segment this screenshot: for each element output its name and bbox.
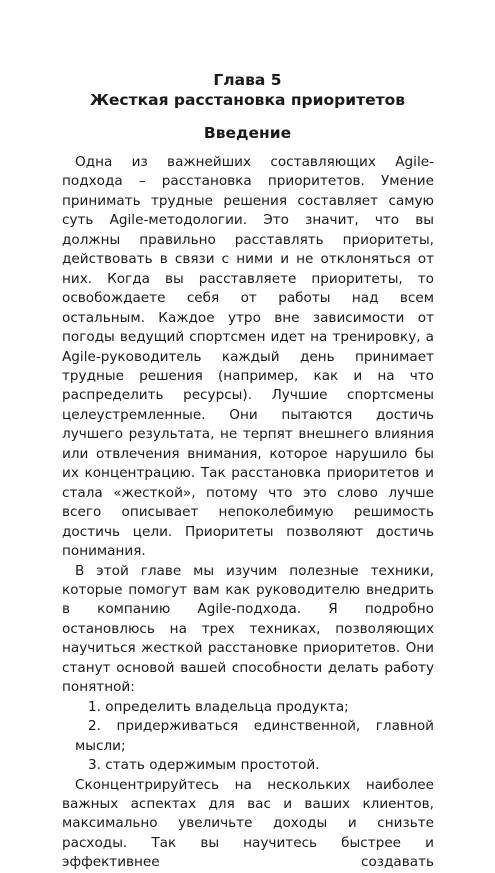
- section-title: Введение: [203, 124, 292, 142]
- body-text: [62, 153, 434, 873]
- list-item-1: 1. определить владельца продукта;: [88, 698, 349, 715]
- chapter-number: Глава 5: [213, 71, 282, 89]
- paragraph-closing: Сконцентрируйтесь на нескольких наиболее важных аспектах для вас и ваших клиентов, максимально увеличьте доходы и снизьте расходы. Так вы научитесь быстрее и эффективнее создавать: [62, 776, 434, 871]
- paragraph-intro: Одна из важнейших составляющих Agile-подхода – расстановка приоритетов. Умение принимать трудные решения составляет самую суть Agile-методологии. Это значит, что вы должны правильно расставлять приоритеты, действовать в связи с ними и не отклоняться от них. Когда вы расставляете приоритеты, то освобождаете себя от работы над всем остальным. Каждое утро вне зависимости от погоды ведущий спортсмен идет на тренировку, а Agile-руководитель каждый день принимает трудные решения (например, как и на что распределить ресурсы). Лучшие спортсмены целеустремленные. Они пытаются достичь лучшего результата, не терпят внешнего влияния или отвлечения внимания, которое нарушило бы их концентрацию. Так расстановка приоритетов и стала «жесткой», потому что это слово лучше всего описывает непоколебимую решимость достичь цели. Приоритеты позволяют достичь понимания.: [62, 154, 434, 560]
- list-item-3: 3. стать одержимым простотой.: [88, 757, 320, 774]
- chapter-title: Жесткая расстановка приоритетов: [89, 91, 406, 109]
- paragraph-techniques: В этой главе мы изучим полезные техники, которые помогут вам как руководителю внедрить в компанию Agile-подхода. Я подробно остановлюсь на трех техниках, позволяющих научиться жесткой расстановке приоритетов. Они станут основой вашей способности делать работу понятной:: [62, 562, 434, 696]
- list-item-2: 2. придерживаться единственной, главной мысли;: [75, 718, 434, 754]
